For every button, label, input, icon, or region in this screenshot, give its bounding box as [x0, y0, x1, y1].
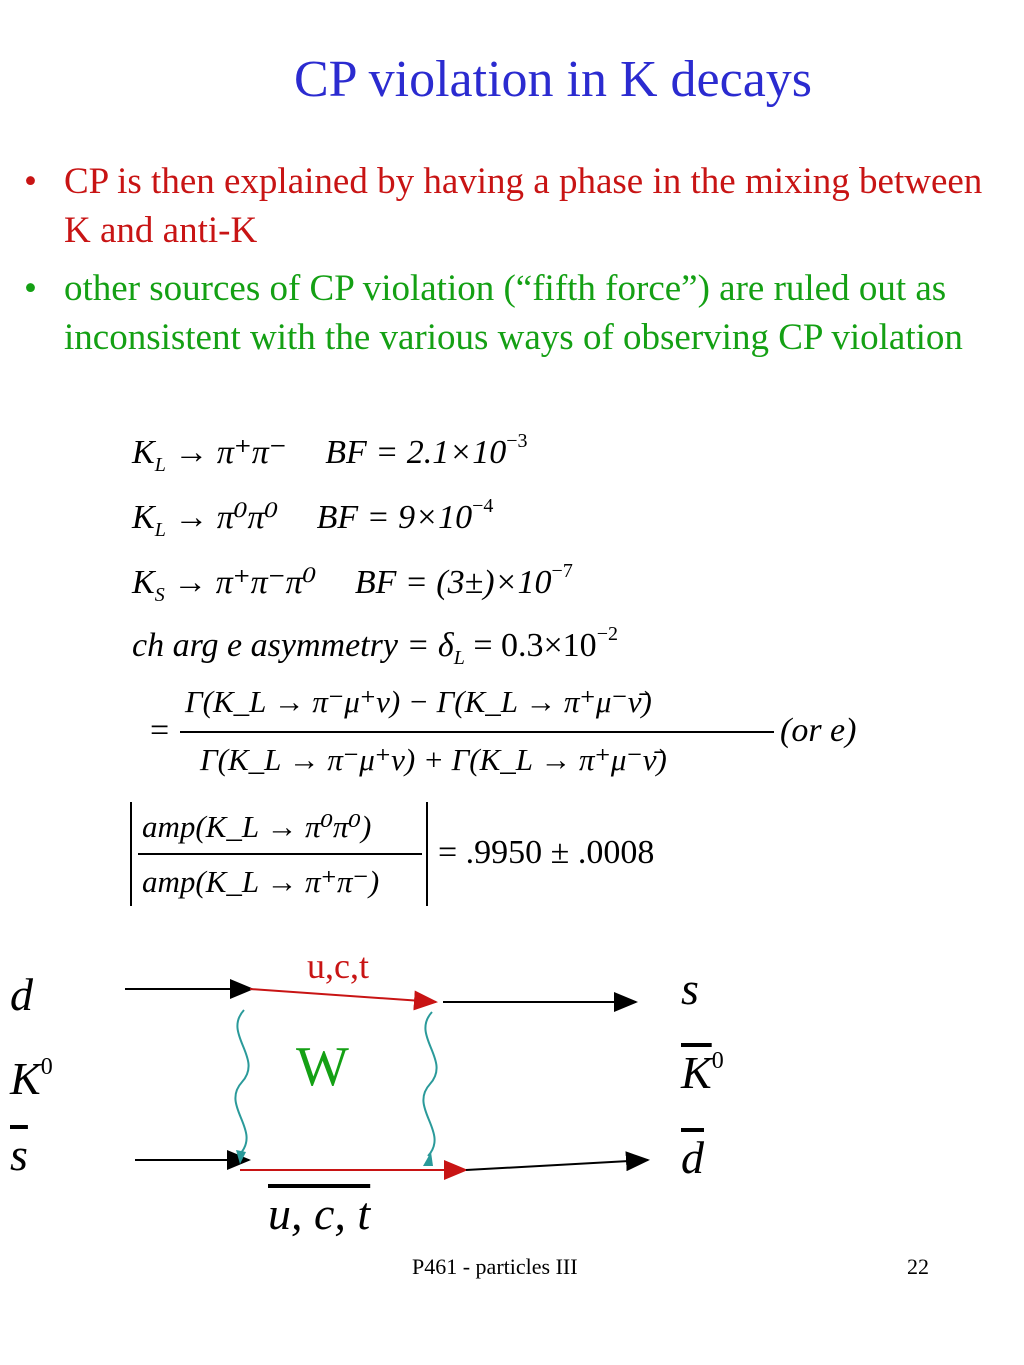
bullet-dot: • [24, 268, 37, 309]
w-left-arrowhead [236, 1150, 246, 1164]
w-right-arrowhead [423, 1152, 433, 1166]
right-s-label: s [681, 963, 699, 1014]
equation-kl-pi0pi0: $K_L \to \pi^0\pi^0$ BF = $9\times 10^{-4}$ [132, 495, 494, 541]
w-boson-label: W [296, 1036, 349, 1098]
equation-asymmetry-denominator: Γ(K_L → π⁻μ⁺ν) + Γ(K_L → π⁺μ⁻ν̄) [200, 742, 667, 777]
bullet-1-text: CP is then explained by having a phase in the mixing between K and anti-K [64, 161, 983, 251]
outgoing-dbar-line [466, 1160, 648, 1170]
equation-ratio-value: = .9950 ± .0008 [438, 834, 655, 871]
equation-asymmetry-suffix: (or e) [780, 712, 857, 749]
left-k0-label: $K^0$ [10, 1053, 53, 1104]
bullet-dot: • [24, 161, 37, 202]
fraction-bar [180, 731, 774, 733]
fraction-bar [138, 853, 422, 855]
box-diagram [0, 930, 1024, 1250]
slide-title: CP violation in K decays [293, 51, 813, 108]
left-d-label: d [10, 969, 33, 1020]
equation-ratio-numerator: amp(K_L → π⁰π⁰) [142, 809, 372, 844]
bullet-1 [24, 157, 1004, 255]
equation-ratio-denominator: amp(K_L → π⁺π⁻) [142, 864, 380, 899]
right-dbar-label: $\overline{d}$ [681, 1132, 704, 1183]
bullet-2-text: other sources of CP violation (“fifth force”) are ruled out as inconsistent with the various ways of observing CP violation [64, 268, 963, 358]
abs-bar-right [426, 802, 428, 906]
left-sbar-label: $\overline{s}$ [10, 1129, 28, 1180]
top-internal-quark-line [250, 989, 436, 1002]
bullet-2 [24, 264, 1004, 362]
equation-kl-pipluspiminus: $K_L \to \pi^+\pi^-$ BF = $2.1\times 10^{-3}$ [132, 430, 528, 476]
equation-asymmetry-prefix: = [150, 712, 170, 749]
top-quark-label: u,c,t [307, 946, 369, 986]
w-boson-left-wavy [235, 1010, 248, 1154]
footer-page-number: 22 [907, 1254, 929, 1279]
right-k0bar-label: $\overline{K}^0$ [681, 1047, 724, 1098]
footer-course: P461 - particles III [412, 1254, 578, 1279]
equation-charge-asymmetry: ch arg e asymmetry = $\delta_L = 0.3\times 10^{-2}$ [132, 623, 618, 669]
w-boson-right-wavy [423, 1012, 436, 1156]
equation-asymmetry-numerator: Γ(K_L → π⁻μ⁺ν) − Γ(K_L → π⁺μ⁻ν̄) [185, 684, 652, 719]
abs-bar-left [130, 802, 132, 906]
equation-ks-three-pion: $K_S \to \pi^+\pi^-\pi^0$ BF = $(3\pm)\times 10^{-7}$ [132, 560, 573, 606]
bottom-quark-label: u, c, t [268, 1188, 371, 1239]
